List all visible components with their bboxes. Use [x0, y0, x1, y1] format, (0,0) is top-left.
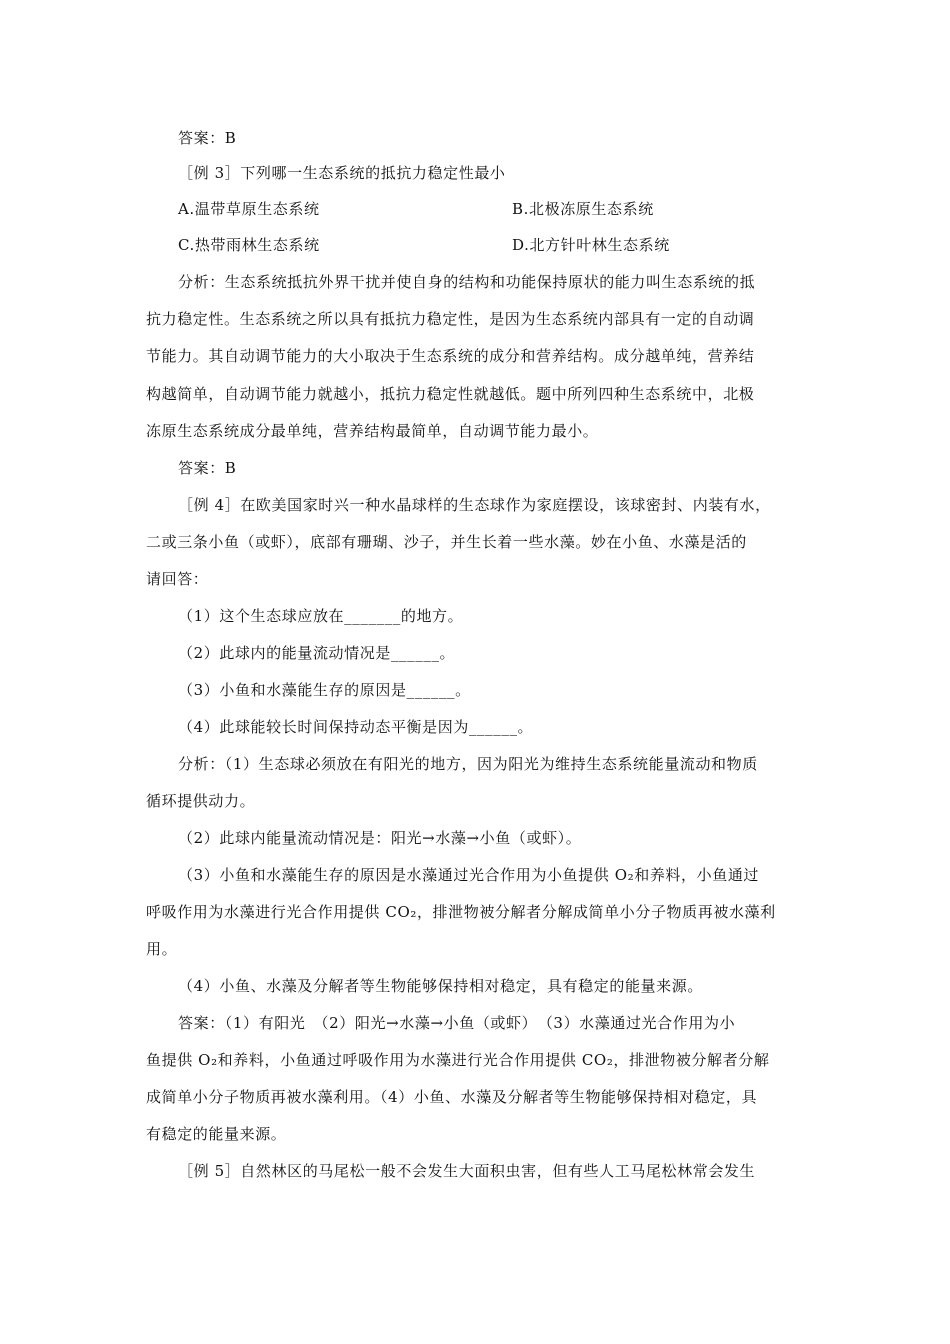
answer-line: 有稳定的能量来源。: [146, 1125, 287, 1143]
analysis-line: （3）小鱼和水藻能生存的原因是水藻通过光合作用为小鱼提供 O₂和养料，小鱼通过: [178, 866, 760, 884]
answer-line: 成简单小分子物质再被水藻利用。（4）小鱼、水藻及分解者等生物能够保持相对稳定，具: [146, 1088, 758, 1106]
analysis-line: 分析：（1）生态球必须放在有阳光的地方，因为阳光为维持生态系统能量流动和物质: [178, 755, 758, 773]
analysis-line: 抗力稳定性。生态系统之所以具有抵抗力稳定性，是因为生态系统内部具有一定的自动调: [146, 310, 755, 328]
sub-question-4: （4）此球能较长时间保持动态平衡是因为______。: [178, 718, 534, 736]
option-b: B.北极冻原生态系统: [512, 200, 654, 218]
analysis-line: 呼吸作用为水藻进行光合作用提供 CO₂，排泄物被分解者分解成简单小分子物质再被水藻利: [146, 903, 776, 921]
sub-question-2: （2）此球内的能量流动情况是______。: [178, 644, 456, 662]
analysis-line: 用。: [146, 940, 178, 958]
example-5-question: ［例 5］自然林区的马尾松一般不会发生大面积虫害，但有些人工马尾松林常会发生: [178, 1162, 756, 1180]
example-4-question: 二或三条小鱼（或虾），底部有珊瑚、沙子，并生长着一些水藻。妙在小鱼、水藻是活的: [146, 533, 747, 551]
answer-line: 鱼提供 O₂和养料，小鱼通过呼吸作用为水藻进行光合作用提供 CO₂，排泄物被分解者分解: [146, 1051, 770, 1069]
example-3-question: ［例 3］下列哪一生态系统的抵抗力稳定性最小: [178, 164, 506, 182]
option-c: C.热带雨林生态系统: [178, 236, 320, 254]
answer-line: 答案：B: [178, 459, 237, 477]
sub-question-1: （1）这个生态球应放在_______的地方。: [178, 607, 464, 625]
analysis-line: （4）小鱼、水藻及分解者等生物能够保持相对稳定，具有稳定的能量来源。: [178, 977, 703, 995]
example-4-question: ［例 4］在欧美国家时兴一种水晶球样的生态球作为家庭摆设，该球密封、内装有水，: [178, 496, 771, 514]
answer-line: 答案：B: [178, 129, 237, 147]
analysis-line: 构越简单，自动调节能力就越小，抵抗力稳定性就越低。题中所列四种生态系统中，北极: [146, 385, 755, 403]
sub-question-3: （3）小鱼和水藻能生存的原因是______。: [178, 681, 471, 699]
analysis-line: （2）此球内能量流动情况是：阳光→水藻→小鱼（或虾）。: [178, 829, 582, 847]
analysis-line: 冻原生态系统成分最单纯，营养结构最简单，自动调节能力最小。: [146, 422, 599, 440]
answer-line: 答案：（1）有阳光 （2）阳光→水藻→小鱼（或虾） （3）水藻通过光合作用为小: [178, 1014, 736, 1032]
option-a: A.温带草原生态系统: [178, 200, 320, 218]
analysis-line: 循环提供动力。: [146, 792, 256, 810]
example-4-question: 请回答：: [146, 570, 209, 588]
analysis-line: 分析：生态系统抵抗外界干扰并使自身的结构和功能保持原状的能力叫生态系统的抵: [178, 273, 756, 291]
analysis-line: 节能力。其自动调节能力的大小取决于生态系统的成分和营养结构。成分越单纯，营养结: [146, 347, 755, 365]
option-d: D.北方针叶林生态系统: [512, 236, 670, 254]
